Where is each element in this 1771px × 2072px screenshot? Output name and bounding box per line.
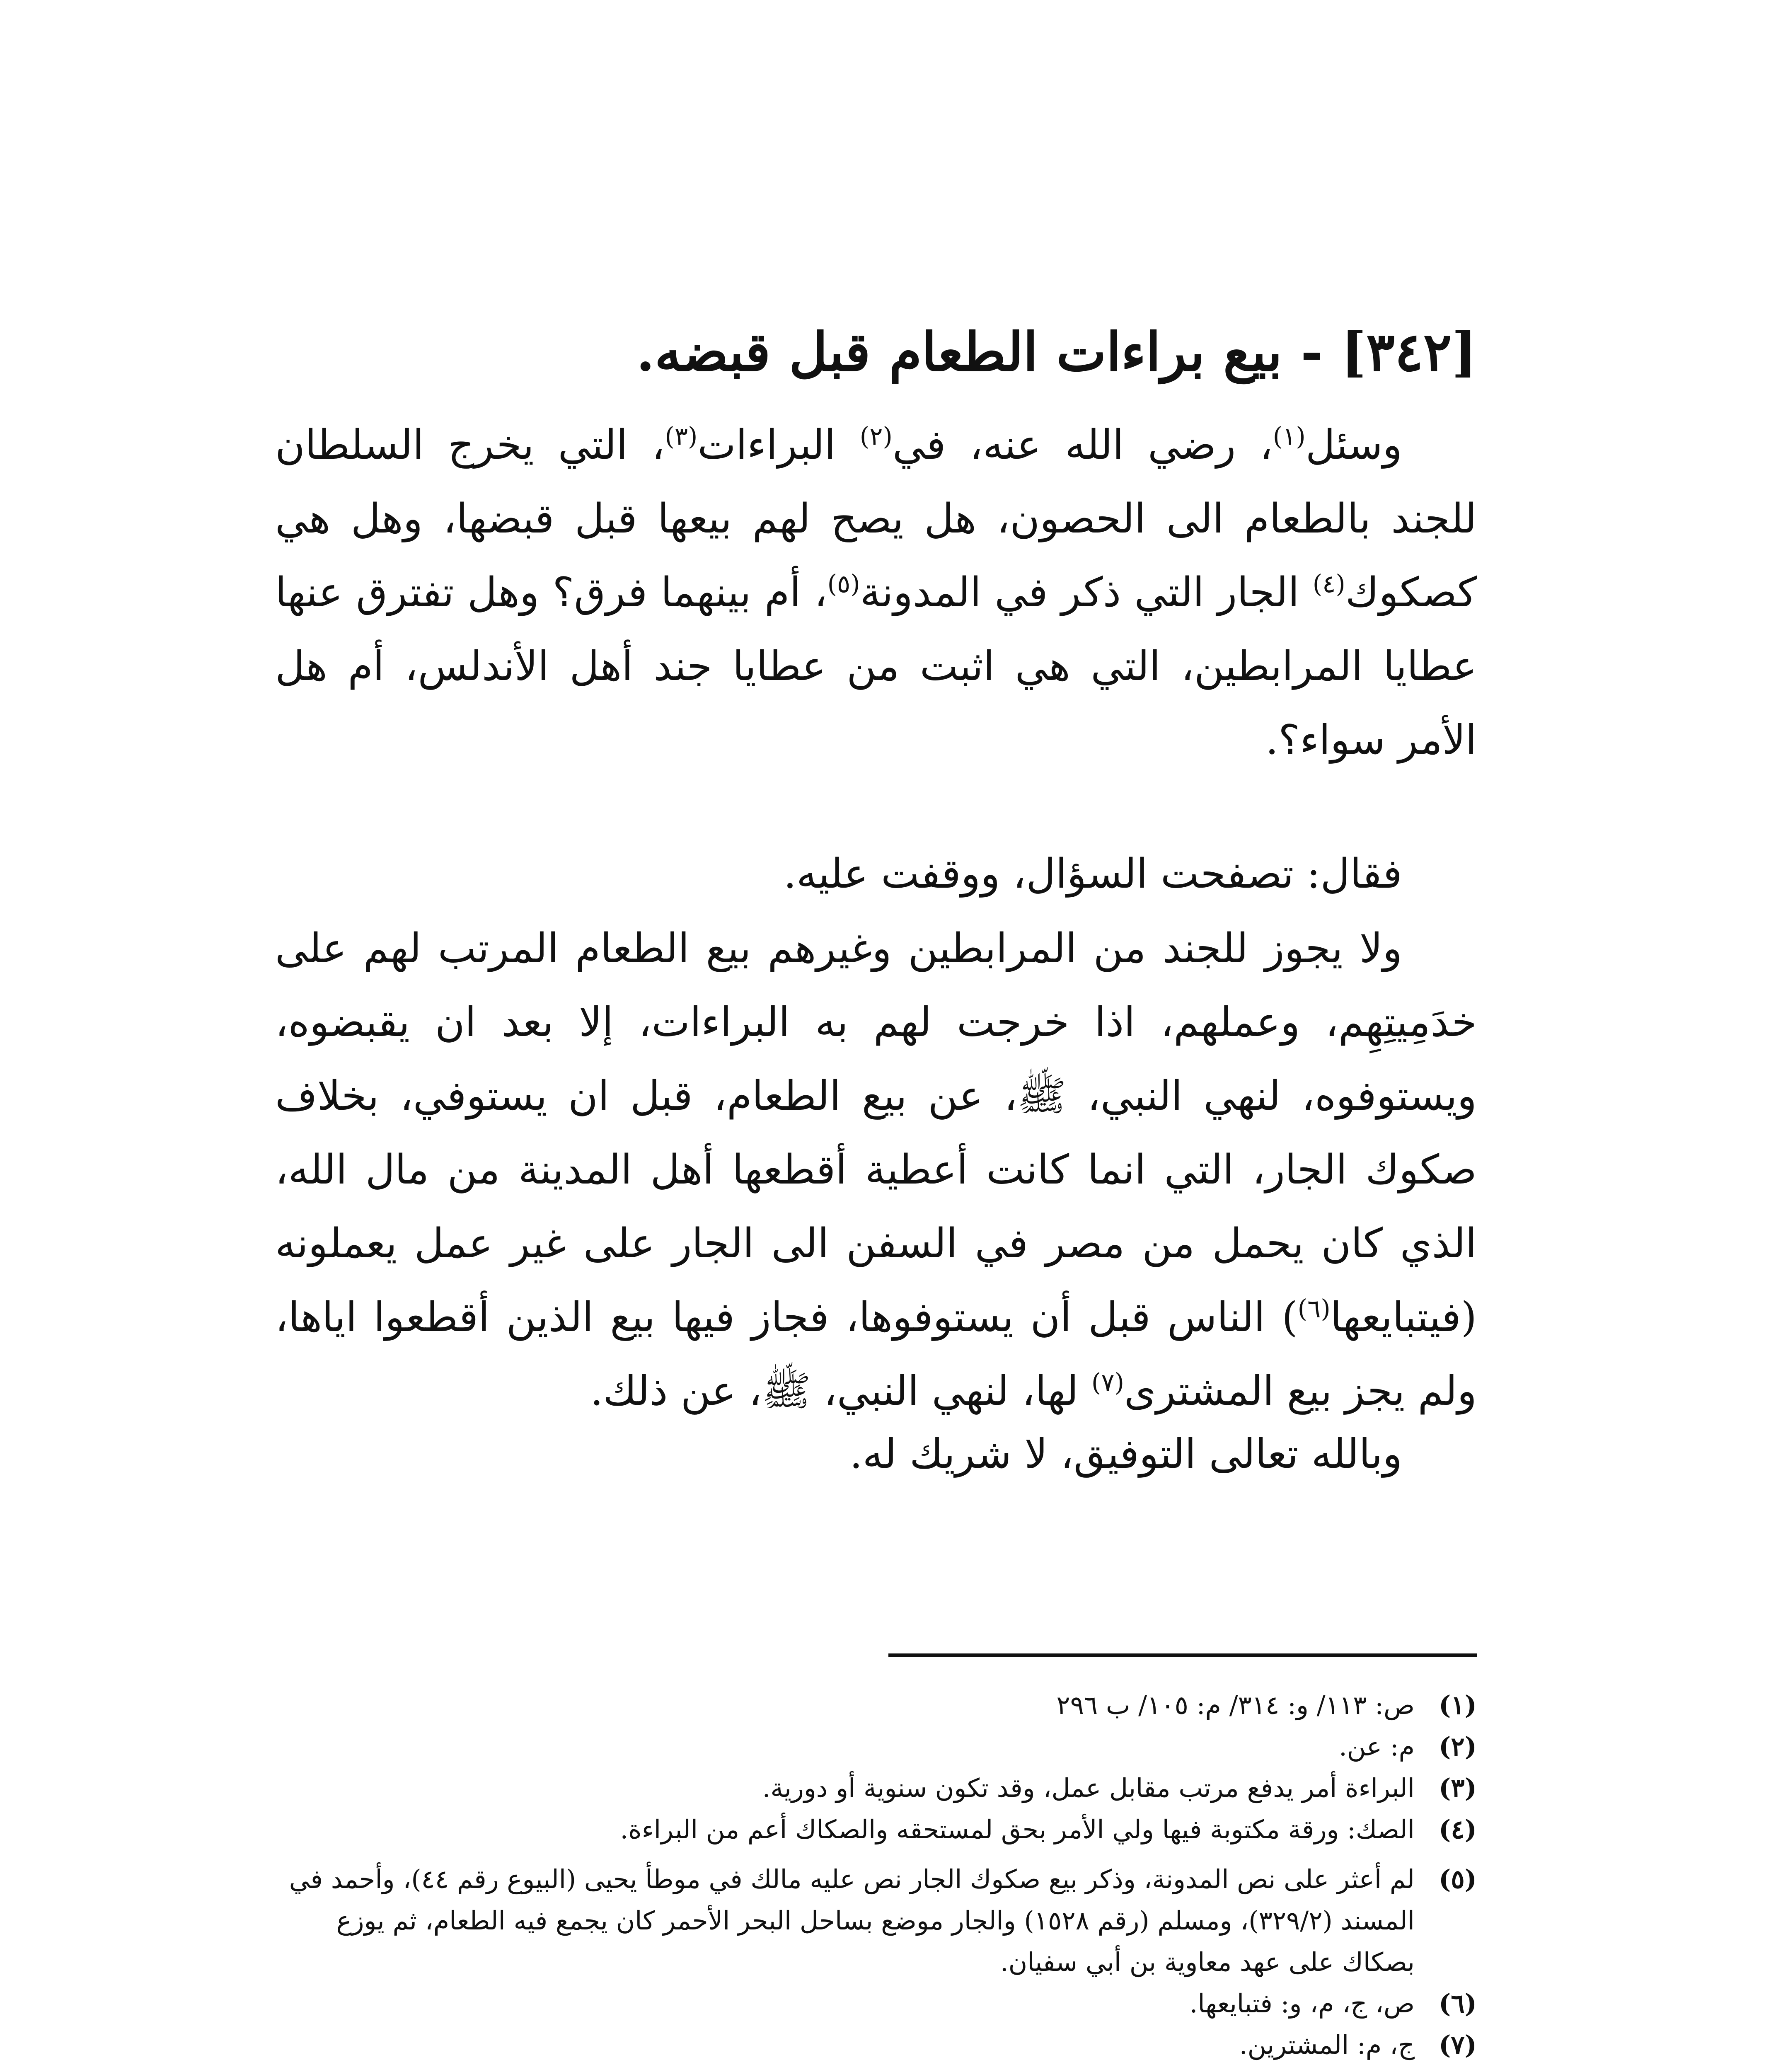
- footnote-item: [275, 1767, 1477, 1809]
- footnote-ref-3: (٣): [665, 422, 698, 451]
- footnote-ref-5: (٥): [827, 569, 860, 599]
- footnote-number: (١): [1439, 1690, 1477, 1720]
- answer-text-1: ولا يجوز للجند من المرابطين وغيرهم بيع الطعام المرتب لهم على خدَمِيتِهِم، وعملهم، اذا خرجت لهم به البراءات، إلا بعد ان يقبضوه، ويستوفوه، لنهي النبي، ﷺ، عن بيع الطعام، قبل ان يستوفي، بخلاف صكوك الجار، التي انما كانت أعطية أقطعها أهل المدينة من مال الله، الذي كان يحمل من مصر في السفن الى الجار على غير عمل يعملونه (فيتبايعها: [275, 925, 1477, 1341]
- footnote-text: ص: ١١٣/ و: ٣١٤/ م: ١٠٥/ ب ٢٩٦: [1056, 1690, 1415, 1720]
- footnote-text: البراءة أمر يدفع مرتب مقابل عمل، وقد تكون سنوية أو دورية.: [762, 1773, 1415, 1803]
- footnote-item: [275, 1809, 1477, 1850]
- question-text-6: ، أم بينهما فرق؟ وهل تفترق عنها عطايا المرابطين، التي هي اثبت من عطايا جند أهل الأندلس، أم هل الأمر سواء؟.: [275, 569, 1477, 764]
- footnote-text: م: عن.: [1339, 1731, 1415, 1762]
- question-text-3: البراءات: [697, 421, 860, 469]
- footnote-divider: [888, 1653, 1477, 1657]
- closing-paragraph: وبالله تعالى التوفيق، لا شريك له.: [849, 1431, 1402, 1478]
- footnote-ref-4: (٤): [1312, 569, 1345, 599]
- footnote-ref-7: (٧): [1091, 1368, 1124, 1397]
- footnote-text: الصك: ورقة مكتوبة فيها ولي الأمر بحق لمستحقه والصكاك أعم من البراءة.: [620, 1814, 1415, 1844]
- footnote-item: [275, 1685, 1477, 1726]
- footnotes-list: [275, 1685, 1477, 2066]
- footnote-number: (٤): [1439, 1814, 1477, 1844]
- footnote-number: (٣): [1439, 1773, 1477, 1803]
- footnote-item: [275, 2024, 1477, 2066]
- question-paragraph: [275, 408, 1477, 777]
- footnote-item: [275, 1726, 1477, 1767]
- footnote-text: ص، ج، م، و: فتبايعها.: [1189, 1988, 1415, 2019]
- footnote-ref-1: (١): [1273, 422, 1306, 451]
- footnote-item: [275, 1859, 1477, 1983]
- answer-text-3: لها، لنهي النبي، ﷺ، عن ذلك.: [590, 1368, 1091, 1415]
- answer-text-2: ) الناس قبل أن يستوفوها، فجاز فيها بيع الذين أقطعوا اياها، ولم يجز بيع المشترى: [275, 1294, 1477, 1415]
- footnote-item: [275, 1983, 1477, 2024]
- question-text-1: وسئل: [1305, 421, 1403, 469]
- question-text-5: الجار التي ذكر في المدونة: [860, 569, 1313, 616]
- question-text-2: ، رضي الله عنه، في: [892, 421, 1273, 469]
- section-heading: [٣٤٢] - بيع براءات الطعام قبل قبضه.: [636, 321, 1477, 383]
- footnote-text: ج، م: المشترين.: [1239, 2030, 1415, 2060]
- answer-paragraph: [275, 912, 1477, 1428]
- footnote-ref-2: (٢): [859, 422, 893, 451]
- question-text-4: ، التي يخرج السلطان للجند بالطعام الى الحصون، هل يصح لهم بيعها قبل قبضها، وهل هي كصكوك: [275, 421, 1477, 616]
- footnote-text: لم أعثر على نص المدونة، وذكر بيع صكوك الجار نص عليه مالك في موطأ يحيى (البيوع رقم ٤٤)، وأحمد في المسند (٣٢٩/٢)، ومسلم (رقم ١٥٢٨) والجار موضع بساحل البحر الأحمر كان يجمع فيه الطعام، ثم يوزع بصكاك على عهد معاوية بن أبي سفيان.: [289, 1864, 1415, 1977]
- footnote-number: (٢): [1439, 1731, 1477, 1762]
- footnote-number: (٦): [1439, 1988, 1477, 2019]
- footnote-ref-6: (٦): [1297, 1294, 1331, 1324]
- footnote-number: (٧): [1439, 2030, 1477, 2060]
- answer-intro-paragraph: فقال: تصفحت السؤال، ووقفت عليه.: [783, 850, 1402, 898]
- footnote-number: (٥): [1439, 1864, 1477, 1894]
